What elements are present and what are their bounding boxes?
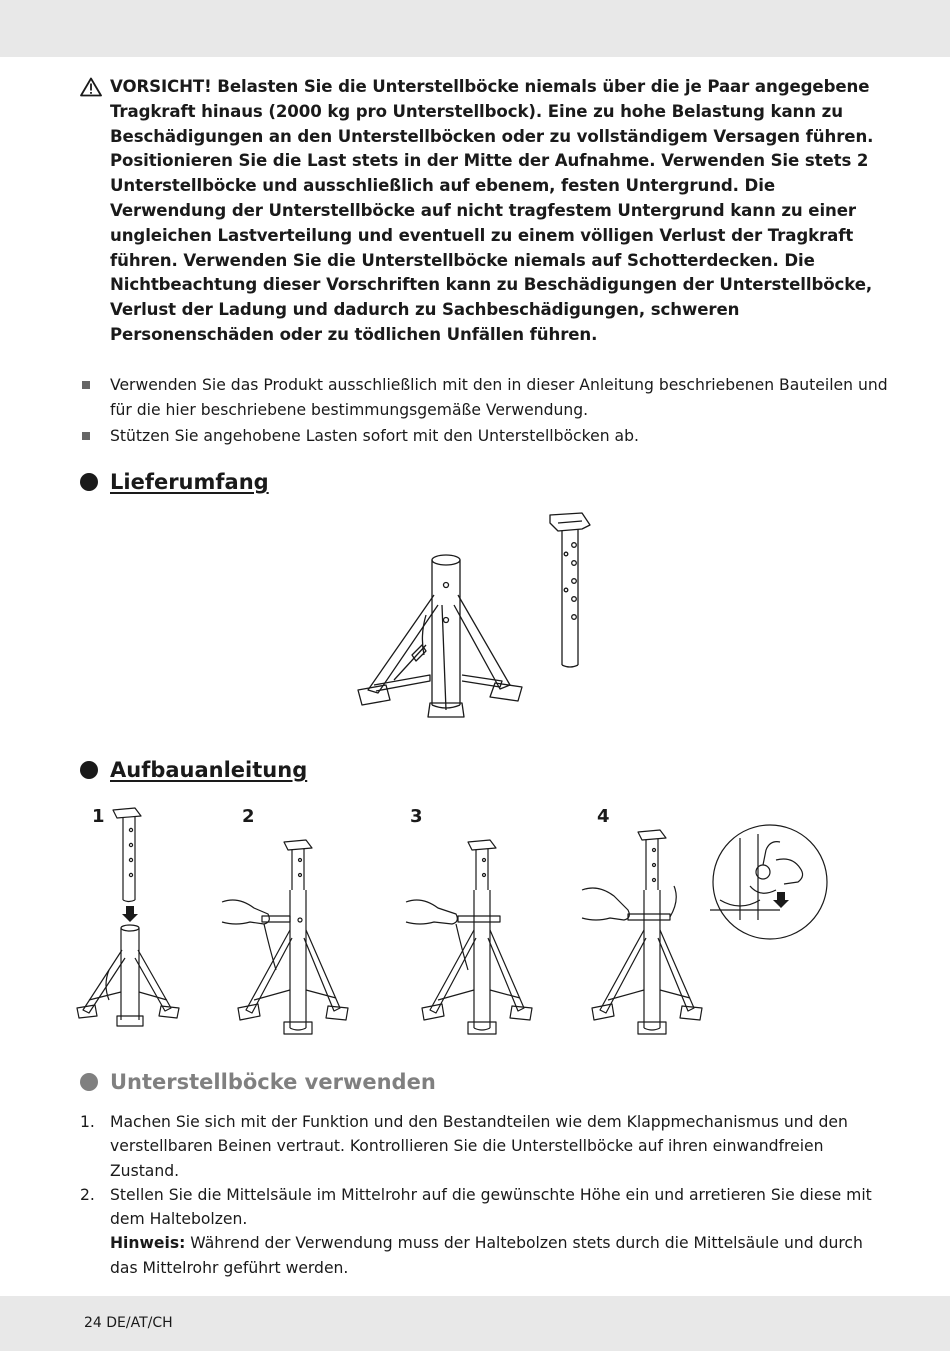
warning-triangle-icon [80,77,102,97]
assembly-step-number: 3 [410,806,423,827]
header-bar [0,0,950,57]
assembly-step-1-illustration [75,800,185,1030]
assembly-step-4-illustration [580,820,840,1045]
page-number: 24 [84,1315,102,1331]
note-text: Während der Verwendung muss der Haltebolzen stets durch die Mittelsäule und durch das Mittelrohr geführt werden. [110,1234,863,1277]
step-text: Stellen Sie die Mittelsäule im Mittelrohr auf die gewünschte Höhe ein und arretieren Sie diese mit dem Haltebolzen. [110,1185,872,1229]
section-heading-lieferumfang [80,470,269,494]
assembly-step-3-illustration [400,830,540,1040]
square-bullet-icon [82,381,90,389]
warning-text: VORSICHT! Belasten Sie die Unterstellböcke niemals über die je Paar angegebene Tragkraft hinaus (2000 kg pro Unterstellbock). Eine zu hohe Belastung kann zu Beschädigungen an den Unterstellböcken oder zu vollständigem Versagen führen. Positionieren Sie die Last stets in der Mitte der Aufnahme. Verwenden Sie stets 2 Unterstellböcke und ausschließlich auf ebenem, festen Untergrund. Die Verwendung der Unterstellböcke auf nicht tragfestem Untergrund kann zu einer ungleichen Lastverteilung und eventuell zu einem völligen Verlust der Tragkraft führen. Verwenden Sie die Unterstellböcke niemals auf Schotterdecken. Die Nichtbeachtung dieser Vorschriften kann zu Beschädigungen der Unterstellböcke, Verlust der Ladung und dadurch zu Sachbeschädigungen, schweren Personenschäden oder zu tödlichen Unfällen führen. [110,77,874,344]
section-title: Lieferumfang [110,470,269,494]
circle-bullet-icon [80,473,98,491]
step-text: Machen Sie sich mit der Funktion und den Bestandteilen wie dem Klappmechanismus und den verstellbaren Beinen vertraut. Kontrollieren Sie die Unterstellböcke auf ihren einwandfreien Zustand. [110,1113,848,1180]
bullet-item [80,373,890,422]
bullet-text: Stützen Sie angehobene Lasten sofort mit den Unterstellböcken ab. [110,427,639,446]
language-code: DE/AT/CH [106,1315,173,1331]
section-heading-aufbauanleitung [80,758,307,782]
note-label: Hinweis: [110,1234,186,1253]
arrow-down-icon [773,892,789,908]
detail-zoom-circle [713,825,827,939]
arrow-down-icon [122,906,138,922]
square-bullet-icon [82,432,90,440]
bullet-item [80,424,890,449]
assembly-step-number: 2 [242,806,255,827]
step-number: 1. [80,1113,95,1131]
bullet-text: Verwenden Sie das Produkt ausschließlich mit den in dieser Anleitung beschriebenen Bauteilen und für die hier beschriebene bestimmungsgemäße Verwendung. [110,376,888,419]
circle-bullet-icon [80,1073,98,1091]
usage-step [80,1183,880,1280]
warning-block [80,75,880,348]
footer-bar [0,1296,950,1351]
jack-stand-parts-illustration [350,505,610,720]
assembly-step-number: 4 [597,806,610,827]
section-title: Unterstellböcke verwenden [110,1070,436,1094]
bullet-list [80,373,890,451]
section-title: Aufbauanleitung [110,758,308,782]
step-number: 2. [80,1185,95,1204]
usage-step [80,1110,880,1183]
usage-steps-list [80,1110,880,1280]
assembly-step-2-illustration [220,830,350,1040]
section-heading-verwenden [80,1070,436,1094]
footer-page-info [84,1315,173,1331]
assembly-step-number: 1 [92,806,105,827]
circle-bullet-icon [80,761,98,779]
